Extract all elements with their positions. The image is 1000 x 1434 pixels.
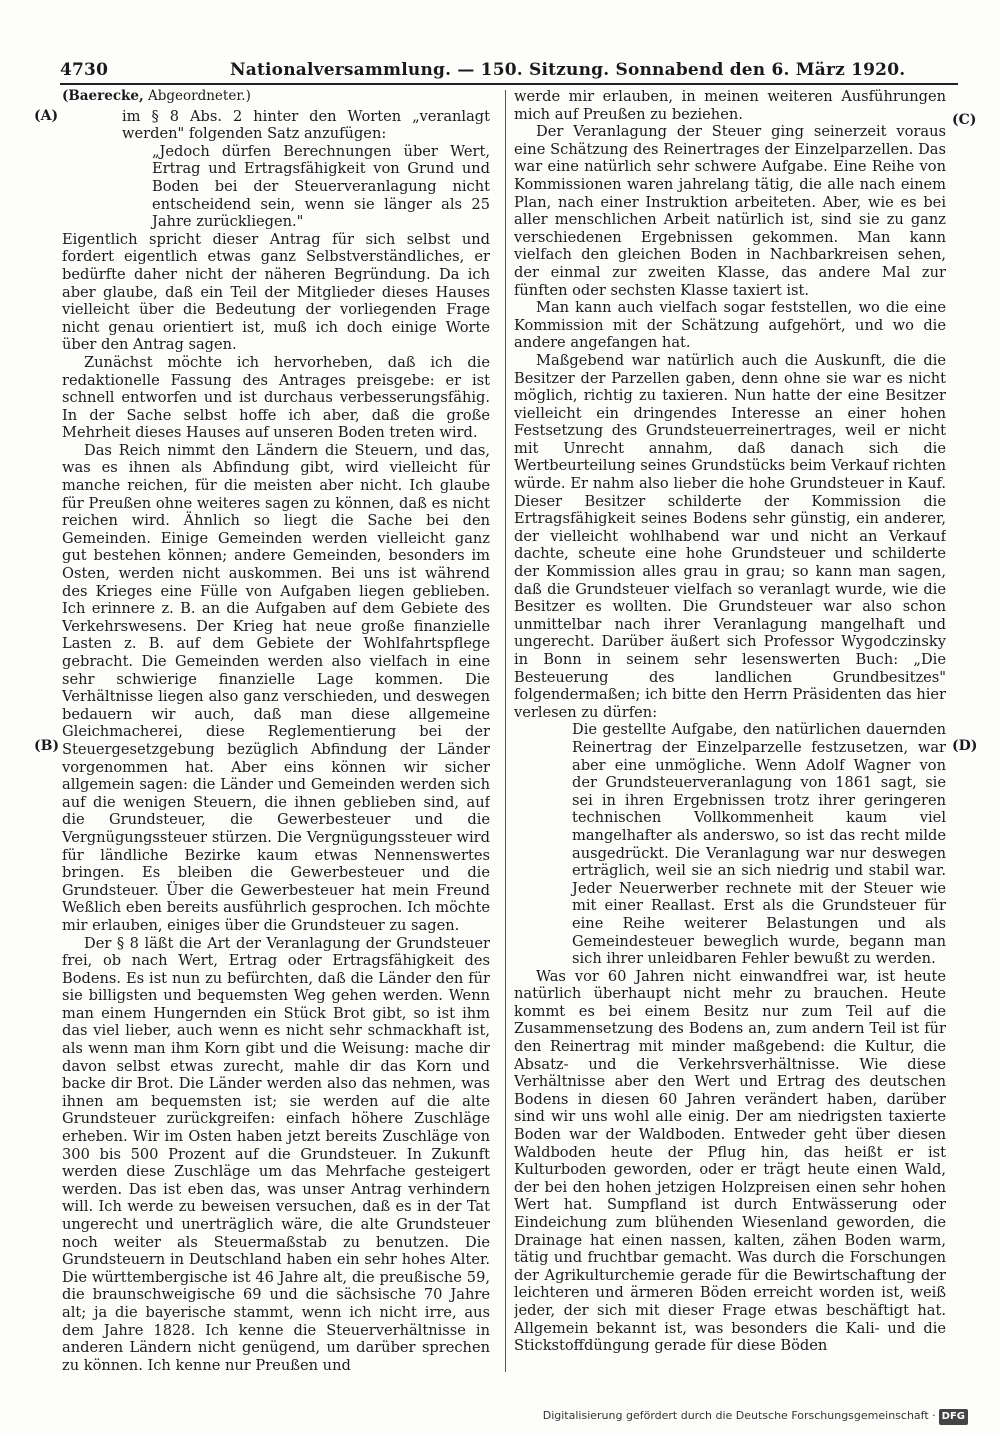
digitization-credit bbox=[543, 1408, 968, 1425]
quoted-passage: Die gestellte Aufgabe, den natürlichen dauernden Reinertrag der Einzelparzelle festzusetzen, war aber eine unmögliche. Wenn Adolf Wagner von der Grundsteuerveranlagung von 1861 sagt, sie sei in ihren Ergebnissen trotz ihrer geringeren technischen Vollkommenheit kaum viel mangelhafter als anderswo, so ist das recht milde ausgedrückt. Die Veranlagung war nur deswegen erträglich, weil sie an sich niedrig und stabil war. Jeder Neuerwerber rechnete mit der Steuer wie mit einer Reallast. Erst als die Grundsteuer für eine Reihe weiterer Belastungen und als Gemeindesteuer beweglich wurde, begann man sich ihrer unleidbaren Fehler bewußt zu werden. bbox=[572, 721, 946, 968]
margin-letter-b: (B) bbox=[34, 738, 60, 754]
page-header bbox=[60, 58, 958, 82]
paragraph: Eigentlich spricht dieser Antrag für sich selbst und fordert eigentlich etwas ganz Selbstverständliches, er bedürfte daher nicht der näheren Begründung. Da ich aber glaube, daß ein Teil der Mitglieder dieses Hauses vielleicht über die Bedeutung der vorliegenden Frage nicht genau orientiert ist, muß ich doch einige Worte über den Antrag sagen. bbox=[62, 230, 490, 354]
left-column bbox=[62, 88, 490, 1378]
running-title: Nationalversammlung. — 150. Sitzung. Sonnabend den 6. März 1920. bbox=[230, 60, 906, 80]
paragraph: werde mir erlauben, in meinen weiteren Ausführungen mich auf Preußen zu beziehen. bbox=[514, 88, 946, 123]
margin-letter-a: (A) bbox=[34, 108, 59, 124]
paragraph: Der § 8 läßt die Art der Veranlagung der Grundsteuer frei, ob nach Wert, Ertrag oder Ertragsfähigkeit des Bodens. Es ist nun zu befürchten, daß die Länder den für sie billigsten und bequemsten Weg gehen werden. Wenn man einem Hungernden ein Stück Brot gibt, so ist ihm das viel lieber, auch wenn es nicht sehr schmackhaft ist, als wenn man ihm Korn gibt und die Weisung: mache dir davon selbst etwas zurecht, mahle dir das Korn und backe dir Brot. Die Länder werden also das nehmen, was ihnen am bequemsten ist; sie werden auf die alte Grundsteuer zurückgreifen: einfach höhere Zuschläge erheben. Wir im Osten haben jetzt bereits Zuschläge von 300 bis 500 Prozent auf die Grundsteuer. In Zukunft werden diese Zuschläge um das Mehrfache gesteigert werden. Das ist eben das, was unser Antrag verhindern will. Ich werde zu beweisen versuchen, daß es in der Tat ungerecht und unerträglich wäre, die alte Grundsteuer noch weiter als Steuermaßstab zu benutzen. Die Grundsteuern in Deutschland haben ein sehr hohes Alter. Die württembergische ist 46 Jahre alt, die preußische 59, die braunschweigische 69 und die sächsische 70 Jahre alt; ja die bayerische stammt, wenn ich nicht irre, aus dem Jahre 1828. Ich kenne die Steuerverhältnisse in anderen Ländern nicht genügend, um darüber sprechen zu können. Ich kenne nur Preußen und bbox=[62, 934, 490, 1374]
speaker-role: Abgeordneter.) bbox=[143, 88, 251, 104]
credit-text: Digitalisierung gefördert durch die Deutsche Forschungsgemeinschaft · bbox=[542, 1409, 936, 1422]
dfg-logo: DFG bbox=[939, 1409, 968, 1425]
page-number: 4730 bbox=[60, 60, 109, 80]
right-column bbox=[514, 88, 946, 1378]
paragraph: im § 8 Abs. 2 hinter den Worten „veranlagt werden" folgenden Satz anzufügen: bbox=[122, 107, 490, 143]
margin-letter-d: (D) bbox=[952, 738, 978, 754]
margin-letter-c: (C) bbox=[952, 112, 977, 128]
paragraph: Der Veranlagung der Steuer ging seinerzeit voraus eine Schätzung des Reinertrages der Einzelparzellen. Das war eine natürlich sehr schwere Aufgabe. Eine Reihe von Kommissionen waren jahrelang tätig, die alle nach einem Plan, nach einer Instruktion arbeiteten. Aber, wie es bei aller menschlichen Arbeit natürlich ist, sind sie zu ganz verschiedenen Ergebnissen gekommen. Man kann vielfach den gleichen Boden in Nachbarkreisen sehen, der einmal zur zweiten Klasse, das andere Mal zur fünften oder sechsten Klasse taxiert ist. bbox=[514, 123, 946, 299]
paragraph: Was vor 60 Jahren nicht einwandfrei war, ist heute natürlich überhaupt nicht mehr zu brauchen. Heute kommt es bei einem Besitz nur zum Teil auf die Zusammensetzung des Bodens an, zum andern Teil ist für den Reinertrag mit minder maßgebend: die Kultur, die Absatz- und die Verkehrsverhältnisse. Wie diese Verhältnisse aber den Wert und Ertrag des deutschen Bodens in diesen 60 Jahren verändert haben, darüber sind wir uns wohl alle einig. Der am niedrigsten taxierte Boden war der Waldboden. Entweder geht über diesen Waldboden heute der Pflug hin, das heißt er ist Kulturboden geworden, oder er trägt heute einen Wald, der bei den hohen jetzigen Holzpreisen einen sehr hohen Wert hat. Sumpfland ist durch Entwässerung oder Eindeichung zum blühenden Wiesenland geworden, die Drainage hat einen nassen, kalten, zähen Boden warm, tätig und fruchtbar gemacht. Was durch die Forschungen der Agrikulturchemie gerade für die Bewirtschaftung der leichteren und ärmeren Böden erreicht worden ist, weiß jeder, der sich mit dieser Frage etwas beschäftigt hat. Allgemein bekannt ist, was besonders die Kali- und die Stickstoffdüngung gerade für diese Böden bbox=[514, 967, 946, 1355]
speaker-name: (Baerecke, bbox=[62, 88, 144, 104]
paragraph: Man kann auch vielfach sogar feststellen, wo die eine Kommission mit der Schätzung aufgehört, und wo die andere angefangen hat. bbox=[514, 299, 946, 352]
paragraph: Das Reich nimmt den Ländern die Steuern, und das, was es ihnen als Abfindung gibt, wird vielleicht für manche reichen, für die meisten aber nicht. Ich glaube für Preußen ohne weiteres sagen zu können, daß es nicht reichen wird. Ähnlich so liegt die Sache bei den Gemeinden. Einige Gemeinden werden vielleicht ganz gut bestehen können; andere Gemeinden, besonders im Osten, werden nicht auskommen. Bei uns ist während des Krieges eine Fülle von Aufgaben liegen geblieben. Ich erinnere z. B. an die Aufgaben auf dem Gebiete des Verkehrswesens. Der Krieg hat neue große finanzielle Lasten z. B. auf dem Gebiete der Wohlfahrtspflege gebracht. Die Gemeinden werden also vielfach in eine sehr schwierige finanzielle Lage kommen. Die Verhältnisse liegen also ganz verschieden, und deswegen bedauern wir auch, daß man diese allgemeine Gleichmacherei, diese Reglementierung bei der Steuergesetzgebung bezüglich Abfindung der Länder vorgenommen hat. Aber eins können wir sicher allgemein sagen: die Länder und Gemeinden werden sich auf die wenigen Steuern, die ihnen geblieben sind, auf die Grundsteuer, die Gewerbesteuer und die Vergnügungssteuer stürzen. Die Vergnügungssteuer wird für ländliche Bezirke kaum etwas Nennenswertes bringen. Es bleiben die Gewerbesteuer und die Grundsteuer. Über die Gewerbesteuer hat mein Freund Weßlich eben bereits ausführlich gesprochen. Ich möchte mir erlauben, einiges über die Grundsteuer zu sagen. bbox=[62, 441, 490, 934]
column-divider bbox=[505, 90, 506, 1372]
speaker-line bbox=[62, 88, 490, 106]
paragraph: Maßgebend war natürlich auch die Auskunft, die die Besitzer der Parzellen gaben, denn ohne sie war es nicht möglich, richtig zu taxieren. Nun hatte der eine Besitzer vielleicht ein dringendes Interesse an einer hohen Festsetzung des Grundsteuerreinertrages, weil er nicht mit Unrecht annahm, daß danach sich die Wertbeurteilung seines Grundstücks beim Verkauf richten würde. Er nahm also lieber die hohe Grundsteuer in Kauf. Dieser Besitzer schilderte der Kommission die Ertragsfähigkeit seines Bodens sehr günstig, ein anderer, der vielleicht wohlhabend war und nicht an Verkauf dachte, scheute eine hohe Grundsteuer und schilderte der Kommission alles grau in grau; so kann man sagen, daß die Grundsteuer vielfach so veranlagt wurde, wie die Besitzer es wollten. Die Grundsteuer war also schon unmittelbar nach ihrer Veranlagung mangelhaft und ungerecht. Darüber äußert sich Professor Wygodczinsky in Bonn in seinem sehr lesenswerten Buch: „Die Besteuerung des landlichen Grundbesitzes" folgendermaßen; ich bitte den Herrn Präsidenten das hier verlesen zu dürfen: bbox=[514, 351, 946, 721]
header-rule bbox=[60, 83, 958, 85]
quoted-amendment: „Jedoch dürfen Berechnungen über Wert, Ertrag und Ertragsfähigkeit von Grund und Boden bei der Steuerveranlagung nicht entscheidend sein, wenn sie länger als 25 Jahre zurückliegen." bbox=[152, 142, 490, 231]
paragraph: Zunächst möchte ich hervorheben, daß ich die redaktionelle Fassung des Antrages preisgebe: er ist schnell entworfen und ist durchaus verbesserungsfähig. In der Sache selbst hoffe ich aber, daß die große Mehrheit dieses Hauses auf unseren Boden treten wird. bbox=[62, 353, 490, 442]
